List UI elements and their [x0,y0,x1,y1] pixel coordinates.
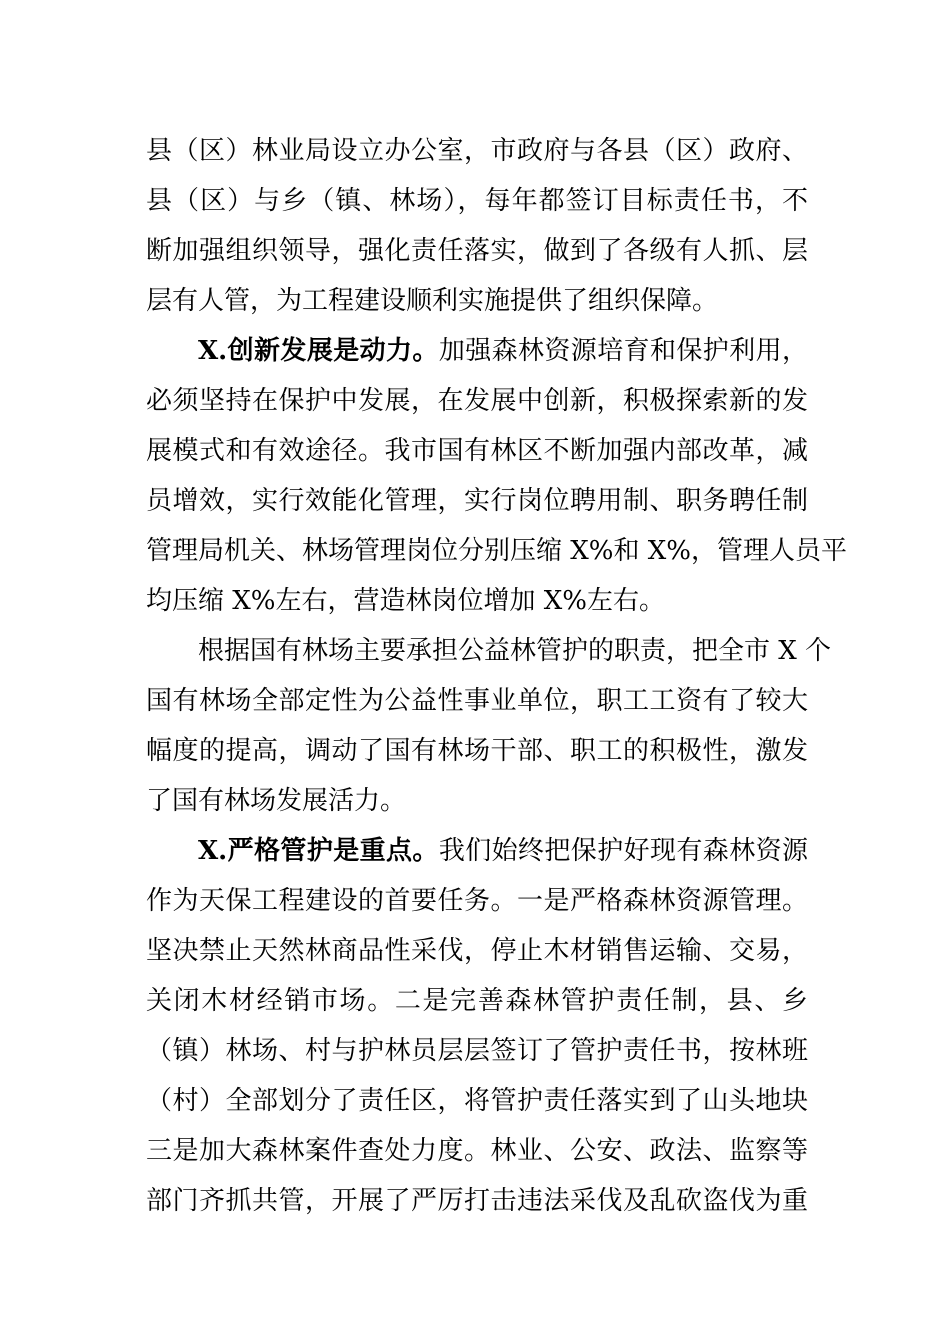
body-line: 层有人管，为工程建设顺利实施提供了组织保障。 [146,286,719,316]
body-line: 三是加大森林案件查处力度。林业、公安、政法、监察等 [146,1136,808,1166]
body-line: 管理局机关、林场管理岗位分别压缩 X%和 X%，管理人员平 [146,536,847,566]
body-line: 根据国有林场主要承担公益林管护的职责，把全市 X 个 [198,636,832,666]
body-line: 断加强组织领导，强化责任落实，做到了各级有人抓、层 [146,236,808,266]
body-line: 幅度的提高，调动了国有林场干部、职工的积极性，激发 [146,736,808,766]
body-line: 均压缩 X%左右，营造林岗位增加 X%左右。 [146,586,665,616]
body-line: （镇）林场、村与护林员层层签订了管护责任书，按林班 [146,1036,808,1066]
body-line: 坚决禁止天然林商品性采伐，停止木材销售运输、交易， [146,936,808,966]
section-heading: X.创新发展是动力。 [198,336,439,366]
body-line: 县（区）与乡（镇、林场），每年都签订目标责任书，不 [146,186,808,216]
body-line: 员增效，实行效能化管理，实行岗位聘用制、职务聘任制 [146,486,808,516]
body-line: （村）全部划分了责任区，将管护责任落实到了山头地块 [146,1086,808,1116]
section-first-line [146,826,808,876]
body-text: 加强森林资源培育和保护利用， [438,336,808,366]
body-line: 县（区）林业局设立办公室，市政府与各县（区）政府、 [146,136,808,166]
body-text: 我们始终把保护好现有森林资源 [438,836,808,866]
section-heading: X.严格管护是重点。 [198,836,439,866]
body-line: 关闭木材经销市场。二是完善森林管护责任制，县、乡 [146,986,808,1016]
body-line: 部门齐抓共管，开展了严厉打击违法采伐及乱砍盗伐为重 [146,1186,808,1216]
body-line: 展模式和有效途径。我市国有林区不断加强内部改革，减 [146,436,808,466]
document-page [146,126,847,1226]
body-line: 国有林场全部定性为公益性事业单位，职工工资有了较大 [146,686,808,716]
body-line: 作为天保工程建设的首要任务。一是严格森林资源管理。 [146,886,808,916]
section-first-line [146,326,808,376]
body-line: 了国有林场发展活力。 [146,786,407,816]
body-line: 必须坚持在保护中发展，在发展中创新，积极探索新的发 [146,386,808,416]
